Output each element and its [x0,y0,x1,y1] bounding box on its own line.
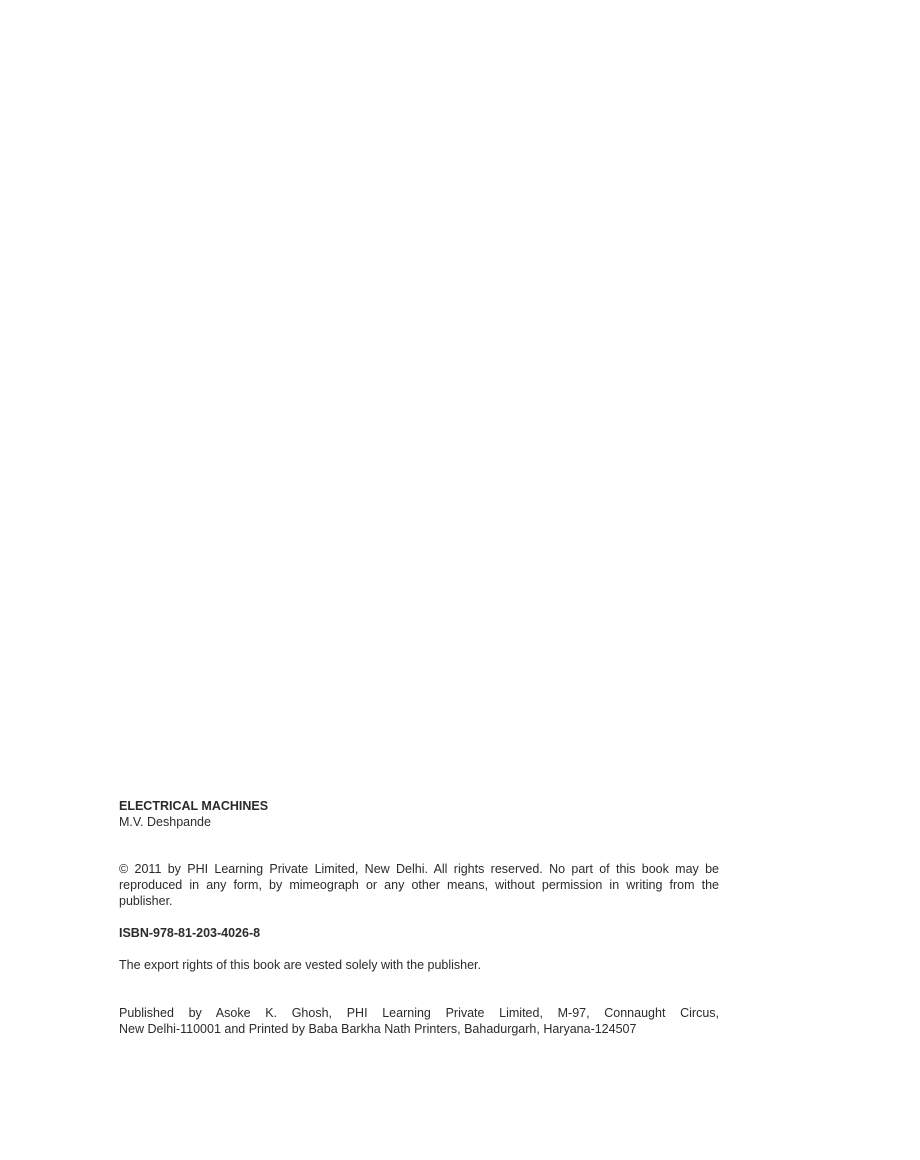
publisher-line-1: Published by Asoke K. Ghosh, PHI Learning Private Limited, M-97, Connaught Circus, [119,1006,719,1020]
isbn-number: ISBN-978-81-203-4026-8 [119,926,261,940]
export-rights-notice: The export rights of this book are vested solely with the publisher. [119,958,481,972]
publisher-line-2: New Delhi-110001 and Printed by Baba Barkha Nath Printers, Bahadurgarh, Haryana-124507 [119,1022,637,1036]
imprint-block [119,798,719,1037]
book-title: ELECTRICAL MACHINES [119,799,269,813]
copyright-notice: © 2011 by PHI Learning Private Limited, New Delhi. All rights reserved. No part of this book may be reproduced in any form, by mimeograph or any other means, without permission in writing from the publisher. [119,862,719,908]
book-author: M.V. Deshpande [119,815,211,829]
publisher-note [119,1005,719,1037]
